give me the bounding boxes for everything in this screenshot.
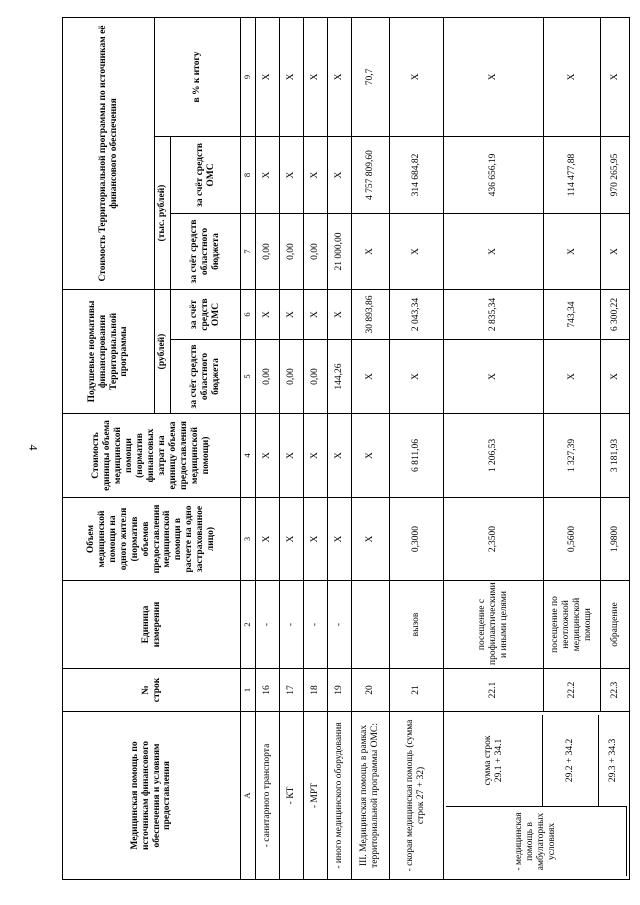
cell-cost-budget: Х [601,214,630,290]
cell-norm-budget: Х [351,340,389,414]
cell-cost-budget: 0,00 [279,214,303,290]
cell-norm-oms: Х [255,290,279,340]
column-number: 6 [241,290,256,340]
budget-table [62,17,630,880]
cell-norm-budget: 0,00 [279,340,303,414]
cell-norm-budget: Х [601,340,630,414]
cell-norm-budget: Х [389,340,443,414]
table-row [303,17,327,879]
cell-volume: Х [279,498,303,581]
cell-unit-cost: 1 327,39 [543,414,601,498]
header-cost-oms: за счёт средств ОМС [171,137,241,214]
header-cost-budget: за счёт средств областного бюджета [171,214,241,290]
cell-cost-budget: Х [351,214,389,290]
row-unit: посещение по неотложной медицинской помощи [543,581,601,669]
header-unit: Единица измерения [63,581,241,669]
row-name: - скорая медицинская помощь (сумма строк 27 + 32) [389,712,443,880]
cell-cost-budget: 21 000,00 [327,214,351,290]
cell-cost-oms: 314 684,82 [389,137,443,214]
column-number: 9 [241,17,256,136]
cell-percent: Х [303,17,327,136]
row-name: - КТ [279,712,303,880]
cell-cost-budget: Х [443,214,543,290]
cell-volume: Х [255,498,279,581]
row-unit: обращение [601,581,630,669]
cell-cost-oms: 970 265,95 [601,137,630,214]
cell-cost-oms: Х [303,137,327,214]
row-number: 22.2 [543,669,601,712]
cell-cost-budget: Х [543,214,601,290]
cell-cost-budget: 0,00 [255,214,279,290]
row-number: 20 [351,669,389,712]
sum-formula: 29.1 + 34.1 [494,738,505,783]
row-number: 19 [327,669,351,712]
cell-percent: 70,7 [351,17,389,136]
row-unit: - [303,581,327,669]
table-row [255,17,279,879]
cell-unit-cost: Х [303,414,327,498]
cell-volume: Х [327,498,351,581]
row-unit: вызов [389,581,443,669]
column-number-row [241,17,256,879]
header-per-capita-norms: Подушевые нормативы финансирования Территориальной программы [63,290,155,414]
sum-of-rows-label: сумма строк [483,735,494,786]
row-unit: - [255,581,279,669]
cell-volume: 2,3500 [443,498,543,581]
table-row [389,17,443,879]
row-number: 18 [303,669,327,712]
column-number: 1 [241,669,256,712]
ambulatory-subtable [446,715,628,876]
row-name: III. Медицинская помощь в рамках территориальной программы ОМС: [351,712,389,880]
sum-formula: 29.3 + 34.3 [599,715,627,806]
cell-cost-oms: 4 757 809,60 [351,137,389,214]
row-name: - иного медицинского оборудования [327,712,351,880]
cell-norm-budget: 0,00 [303,340,327,414]
row-name: - МРТ [303,712,327,880]
ambulatory-label: - медицинская помощь в амбулаторных условиях [446,806,627,876]
ambulatory-group [443,712,630,880]
column-number: А [241,712,256,880]
table-row [327,17,351,879]
row-number: 22.1 [443,669,543,712]
cell-norm-oms: Х [279,290,303,340]
cell-cost-oms: 436 656,19 [443,137,543,214]
cell-norm-oms: 30 893,86 [351,290,389,340]
page-number: 4 [26,444,41,451]
cell-norm-oms: Х [303,290,327,340]
header-cost-unit: (тыс. рублей) [155,137,171,290]
ambulatory-row [443,17,543,879]
row-unit: - [327,581,351,669]
cell-cost-oms: 114 477,88 [543,137,601,214]
cell-volume: 0,3000 [389,498,443,581]
sum-formula: 29.2 + 34.2 [543,715,599,806]
row-number: 21 [389,669,443,712]
column-number: 3 [241,498,256,581]
header-norm-budget: за счёт средств областного бюджета [171,340,241,414]
row-unit [351,581,389,669]
cell-unit-cost: 1 206,53 [443,414,543,498]
row-number: 17 [279,669,303,712]
cell-norm-budget: Х [443,340,543,414]
cell-unit-cost: Х [351,414,389,498]
column-number: 5 [241,340,256,414]
row-unit: - [279,581,303,669]
cell-norm-oms: 2 835,34 [443,290,543,340]
header-norm-unit: (рублей) [155,290,171,414]
ambulatory-sum-cell [446,715,543,806]
cell-percent: Х [543,17,601,136]
table-row [351,17,389,879]
row-unit: посещение с профилактическими и иными целями [443,581,543,669]
cell-cost-oms: Х [279,137,303,214]
cell-unit-cost: Х [279,414,303,498]
cell-cost-budget: Х [389,214,443,290]
cell-percent: Х [279,17,303,136]
table-frame [62,18,620,880]
cell-volume: Х [351,498,389,581]
cell-volume: 0,5600 [543,498,601,581]
cell-unit-cost: 6 811,06 [389,414,443,498]
cell-cost-oms: Х [255,137,279,214]
cell-percent: Х [601,17,630,136]
column-number: 2 [241,581,256,669]
header-percent-total: в % к итогу [155,17,241,136]
cell-volume: 1,9800 [601,498,630,581]
rotated-page [62,18,620,880]
table-row [279,17,303,879]
cell-norm-oms: 743,34 [543,290,601,340]
cell-percent: Х [327,17,351,136]
column-number: 4 [241,414,256,498]
row-number: 16 [255,669,279,712]
cell-unit-cost: Х [327,414,351,498]
cell-percent: Х [255,17,279,136]
header-row-number: № строк [63,669,241,712]
cell-norm-budget: 144,26 [327,340,351,414]
header-program-cost: Стоимость Территориальной программы по источникам её финансового обеспечения [63,17,155,289]
column-number: 7 [241,214,256,290]
cell-cost-oms: Х [327,137,351,214]
cell-percent: Х [389,17,443,136]
cell-unit-cost: 3 181,93 [601,414,630,498]
row-name: - санитарного транспорта [255,712,279,880]
cell-norm-oms: 2 043,34 [389,290,443,340]
cell-norm-budget: Х [543,340,601,414]
cell-unit-cost: Х [255,414,279,498]
header-service-name: Медицинская помощь по источникам финансового обеспечения и условиям предоставления [63,712,241,880]
header-volume: Объем медицинской помощи на одного жителя (норматив объемов предоставления медицинской помощи в расчете на одно застрахованное лицо) [63,498,241,581]
row-number: 22.3 [601,669,630,712]
cell-norm-budget: 0,00 [255,340,279,414]
cell-norm-oms: Х [327,290,351,340]
header-unit-cost: Стоимость единицы объема медицинской помощи (норматив финансовых затрат на единицу объема предоставления медицинской помощи) [63,414,241,498]
column-number: 8 [241,137,256,214]
cell-volume: Х [303,498,327,581]
header-norm-oms: за счёт средств ОМС [171,290,241,340]
cell-norm-oms: 6 300,22 [601,290,630,340]
cell-percent: Х [443,17,543,136]
cell-cost-budget: 0,00 [303,214,327,290]
